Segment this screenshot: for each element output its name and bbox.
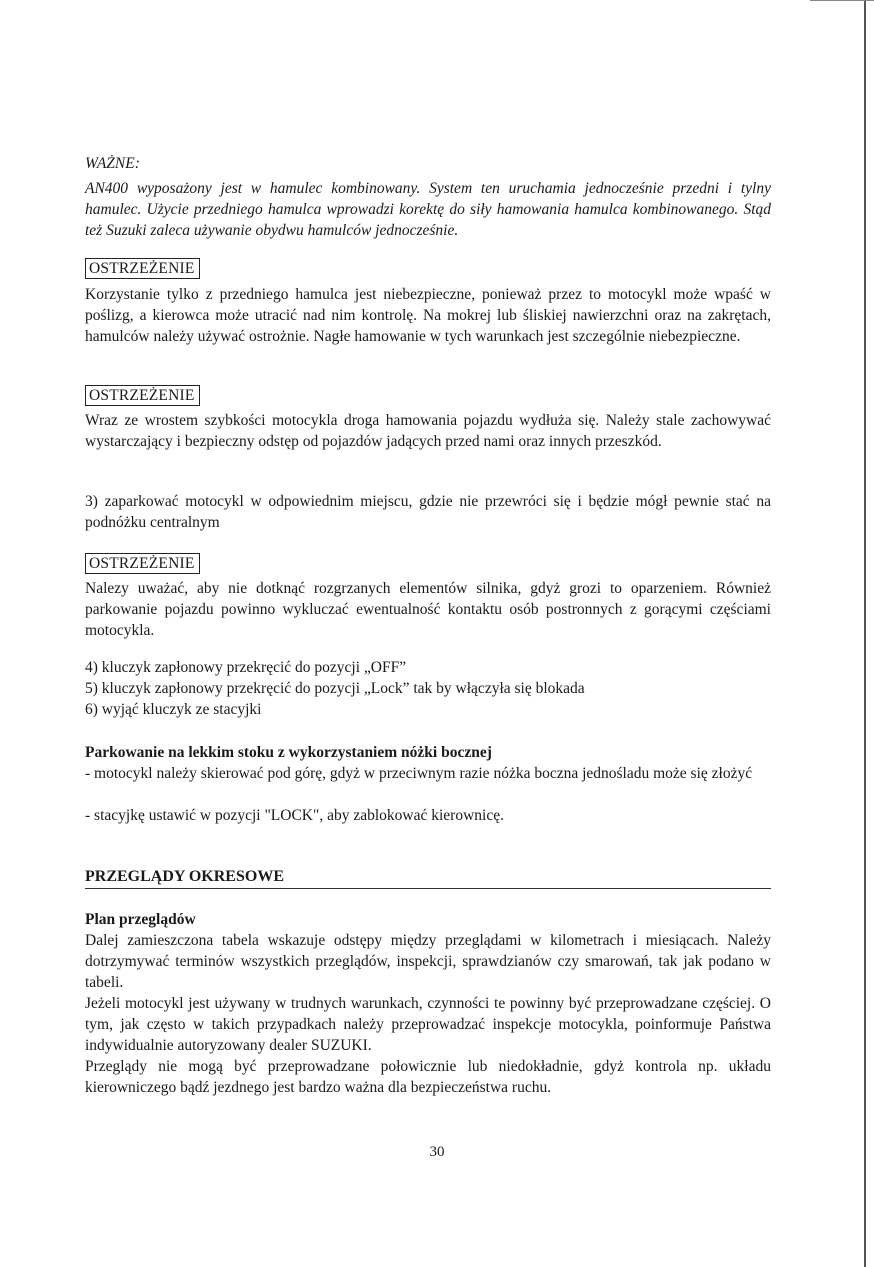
warning-box: OSTRZEŻENIE	[85, 553, 200, 574]
steps-list	[85, 657, 771, 720]
warning-text-2: Wraz ze wrostem szybkości motocykla droga hamowania pojazdu wydłuża się. Należy stale zachowywać wystarczający i bezpieczny odstęp od pojazdów jadących przed nami oraz innych przeszkód.	[85, 412, 771, 450]
scan-edge	[864, 0, 866, 1267]
section-title: PRZEGLĄDY OKRESOWE	[85, 868, 284, 885]
warning-box: OSTRZEŻENIE	[85, 385, 200, 406]
warning-label-1	[85, 258, 771, 279]
plan-heading: Plan przeglądów	[85, 911, 196, 928]
warning-box: OSTRZEŻENIE	[85, 258, 200, 279]
scan-edge-top	[810, 0, 874, 1]
important-text: AN400 wyposażony jest w hamulec kombinowany. System ten uruchamia jednocześnie przedni i tylny hamulec. Użycie przedniego hamulca wprowadzi korektę do siły hamowania hamulca kombinowanego. Stąd też Suzuki zaleca używanie obydwu hamulców jednocześnie.	[85, 180, 771, 239]
step-3: 3) zaparkować motocykl w odpowiednim miejscu, gdzie nie przewróci się i będzie mógł pewnie stać na podnóżku centralnym	[85, 493, 771, 531]
warning-label-3	[85, 553, 771, 574]
step-item: 4) kluczyk zapłonowy przekręcić do pozycji „OFF”	[85, 659, 407, 676]
page-number: 30	[429, 1144, 445, 1160]
section-rule	[85, 888, 771, 889]
plan-paragraph-3: Przeglądy nie mogą być przeprowadzane połowicznie lub niedokładnie, gdyż kontrola np. układu kierowniczego bądź jezdnego jest bardzo ważna dla bezpieczeństwa ruchu.	[85, 1058, 771, 1096]
plan-paragraph-1: Dalej zamieszczona tabela wskazuje odstępy między przeglądami w kilometrach i miesiącach. Należy dotrzymywać terminów wszystkich przeglądów, inspekcji, sprawdzianów czy smarowań, tak jak podano w tabeli.	[85, 932, 771, 991]
important-label: WAŻNE:	[85, 155, 140, 172]
warning-text-1: Korzystanie tylko z przedniego hamulca jest niebezpieczne, ponieważ przez to motocykl może wpaść w poślizg, a kierowca może utracić nad nim kontrolę. Na mokrej lub śliskiej nawierzchni oraz na zakrętach, hamulców należy używać ostrożnie. Nagłe hamowanie w tych warunkach jest szczególnie niebezpieczne.	[85, 286, 771, 345]
warning-text-3: Nalezy uważać, aby nie dotknąć rozgrzanych elementów silnika, gdyż grozi to oparzeniem. Również parkowanie pojazdu powinno wykluczać ewentualność kontaktu osób postronnych z gorącymi częściami motocykla.	[85, 580, 771, 639]
slope-item-1: - motocykl należy skierować pod górę, gdyż w przeciwnym razie nóżka boczna jednośladu może się złożyć	[85, 765, 753, 782]
plan-paragraph-2: Jeżeli motocykl jest używany w trudnych warunkach, czynności te powinny być przeprowadzane częściej. O tym, jak często w takich przypadkach należy przeprowadzać inspekcje motocykla, poinformuje Państwa indywidualnie autoryzowany dealer SUZUKI.	[85, 995, 771, 1054]
step-item: 5) kluczyk zapłonowy przekręcić do pozycji „Lock” tak by włączyła się blokada	[85, 680, 585, 697]
slope-heading: Parkowanie na lekkim stoku z wykorzystaniem nóżki bocznej	[85, 744, 492, 761]
warning-label-2	[85, 385, 771, 406]
slope-item-2: - stacyjkę ustawić w pozycji "LOCK", aby zablokować kierownicę.	[85, 807, 504, 824]
step-item: 6) wyjąć kluczyk ze stacyjki	[85, 701, 262, 718]
